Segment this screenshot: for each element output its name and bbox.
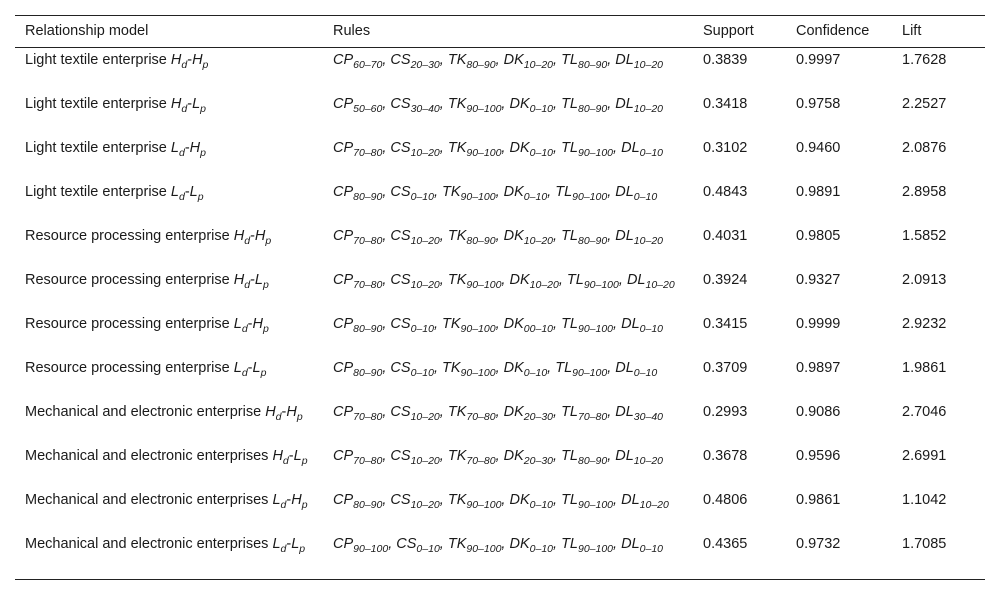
- confidence-cell: 0.9460: [796, 139, 841, 156]
- rule-term: $DL_{0-10}$: [615, 359, 658, 379]
- rule-term: $CP_{80-90}$: [333, 491, 383, 511]
- rule-term: $TK_{70-80}$: [447, 403, 496, 423]
- rules-cell: $CP_{70-80}$, $CS_{10-20}$, $TK_{70-80}$, $DK_{20-30}$, $TL_{70-80}$, $DL_{30-40}$: [333, 403, 663, 423]
- model-symbol: $H_d$: [265, 403, 282, 423]
- confidence-cell: 0.9732: [786, 532, 892, 580]
- table-row: [15, 92, 985, 136]
- rule-term: $CP_{90-100}$: [333, 535, 389, 555]
- rule-term: $DL_{0-10}$: [621, 139, 663, 159]
- confidence-cell: 0.9861: [796, 491, 841, 508]
- confidence-cell: 0.9805: [796, 227, 841, 244]
- model-symbol: $H_p$: [286, 403, 303, 423]
- relationship-model-cell: Light textile enterprise $H_d-H_p$: [25, 52, 209, 71]
- model-symbol: $H_d$: [233, 271, 251, 291]
- rule-term: $DL_{10-20}$: [615, 447, 663, 467]
- rule-term: $DK_{10-20}$: [503, 52, 553, 71]
- lift-cell: 2.0876: [902, 139, 947, 156]
- confidence-cell: 0.9327: [796, 271, 841, 288]
- support-cell: 0.3839: [703, 52, 748, 68]
- rule-term: $DL_{0-10}$: [615, 183, 658, 203]
- rule-term: $DK_{10-20}$: [509, 271, 559, 291]
- support-cell: 0.3709: [703, 359, 748, 376]
- model-symbol: $L_d$: [233, 315, 248, 335]
- model-prefix: Mechanical and electronic enterprises: [25, 491, 273, 508]
- rule-term: $CP_{80-90}$: [333, 315, 383, 335]
- rule-term: $DK_{10-20}$: [503, 227, 553, 247]
- header-relationship-model: Relationship model: [15, 16, 323, 48]
- rule-term: $TL_{90-100}$: [561, 315, 614, 335]
- confidence-cell: 0.9891: [796, 183, 841, 200]
- rule-term: $TK_{80-90}$: [447, 52, 496, 71]
- model-symbol: $H_p$: [189, 139, 206, 159]
- rule-term: $CP_{70-80}$: [333, 403, 383, 423]
- rule-term: $CS_{0-10}$: [390, 183, 434, 203]
- table-row: [15, 224, 985, 268]
- rules-cell: $CP_{70-80}$, $CS_{10-20}$, $TK_{70-80}$, $DK_{20-30}$, $TL_{80-90}$, $DL_{10-20}$: [333, 447, 663, 467]
- model-symbol: $L_d$: [272, 491, 287, 511]
- rule-term: $DL_{10-20}$: [615, 227, 663, 247]
- table-row: [15, 400, 985, 444]
- rules-cell: $CP_{70-80}$, $CS_{10-20}$, $TK_{90-100}$, $DK_{10-20}$, $TL_{90-100}$, $DL_{10-20}$: [333, 271, 675, 291]
- model-symbol: $H_d$: [170, 95, 188, 115]
- rule-term: $CP_{70-80}$: [333, 139, 383, 159]
- relationship-model-cell: Mechanical and electronic enterprises $L_d-H_p$: [25, 491, 308, 511]
- model-prefix: Resource processing enterprise: [25, 227, 234, 244]
- header-row: [15, 16, 985, 48]
- model-symbol: $L_p$: [252, 359, 267, 379]
- model-prefix: Mechanical and electronic enterprise: [25, 403, 266, 420]
- support-cell: 0.3102: [703, 139, 748, 156]
- rule-term: $CS_{0-10}$: [396, 535, 440, 555]
- rule-term: $DK_{20-30}$: [503, 403, 553, 423]
- model-symbol: $H_p$: [252, 315, 269, 335]
- rule-term: $TL_{80-90}$: [561, 52, 608, 71]
- support-cell: 0.4031: [703, 227, 748, 244]
- table-row: [15, 488, 985, 532]
- confidence-cell: 0.9596: [796, 447, 841, 464]
- header-support: Support: [693, 16, 786, 48]
- rule-term: $DK_{0-10}$: [509, 491, 553, 511]
- model-symbol: $L_d$: [170, 183, 185, 203]
- rule-term: $DK_{0-10}$: [509, 535, 553, 555]
- rule-term: $DK_{0-10}$: [503, 183, 548, 203]
- rule-term: $TL_{80-90}$: [561, 95, 608, 115]
- model-prefix: Resource processing enterprise: [25, 359, 234, 376]
- confidence-cell: 0.9997: [796, 52, 841, 68]
- model-symbol: $L_d$: [170, 139, 185, 159]
- rule-term: $DL_{10-20}$: [626, 271, 675, 291]
- rule-term: $DL_{30-40}$: [615, 403, 663, 423]
- rule-term: $TK_{70-80}$: [447, 447, 496, 467]
- model-symbol: $H_d$: [170, 52, 188, 71]
- lift-cell: 2.2527: [902, 95, 947, 112]
- rule-term: $TK_{90-100}$: [442, 183, 496, 203]
- rule-term: $DL_{10-20}$: [615, 95, 663, 115]
- model-symbol: $L_d$: [233, 359, 248, 379]
- model-symbol: $H_p$: [192, 52, 209, 71]
- model-prefix: Light textile enterprise: [25, 52, 171, 68]
- confidence-cell: 0.9999: [796, 315, 841, 332]
- header-lift: Lift: [892, 16, 985, 48]
- relationship-model-cell: Light textile enterprise $L_d-L_p$: [25, 183, 204, 203]
- support-cell: 0.2993: [703, 403, 748, 420]
- rule-term: $CS_{10-20}$: [390, 227, 440, 247]
- rule-term: $CS_{10-20}$: [390, 271, 440, 291]
- model-symbol: $L_p$: [189, 183, 204, 203]
- rule-term: $DL_{10-20}$: [621, 491, 669, 511]
- model-symbol: $L_p$: [254, 271, 269, 291]
- support-cell: 0.4806: [703, 491, 748, 508]
- rule-term: $CS_{10-20}$: [390, 447, 440, 467]
- rule-term: $TL_{80-90}$: [561, 227, 608, 247]
- rule-term: $TL_{80-90}$: [561, 447, 608, 467]
- rule-term: $TL_{90-100}$: [566, 271, 619, 291]
- confidence-cell: 0.9086: [796, 403, 841, 420]
- model-prefix: Light textile enterprise: [25, 95, 171, 112]
- rule-term: $CS_{10-20}$: [390, 491, 440, 511]
- lift-cell: 2.7046: [902, 403, 947, 420]
- rules-cell: $CP_{70-80}$, $CS_{10-20}$, $TK_{80-90}$, $DK_{10-20}$, $TL_{80-90}$, $DL_{10-20}$: [333, 227, 663, 247]
- rule-term: $DK_{0-10}$: [509, 95, 553, 115]
- rule-term: $CP_{70-80}$: [333, 447, 383, 467]
- rule-term: $TK_{90-100}$: [447, 271, 502, 291]
- rule-term: $CS_{10-20}$: [390, 403, 440, 423]
- rule-term: $CP_{70-80}$: [333, 227, 383, 247]
- model-symbol: $H_d$: [233, 227, 251, 247]
- rule-term: $DK_{0-10}$: [509, 139, 553, 159]
- rule-term: $TK_{90-100}$: [442, 359, 496, 379]
- lift-cell: 1.7085: [892, 532, 985, 580]
- rule-term: $CP_{70-80}$: [333, 271, 383, 291]
- relationship-model-cell: Light textile enterprise $L_d-H_p$: [25, 139, 206, 159]
- model-symbol: $L_d$: [272, 535, 287, 555]
- rules-cell: $CP_{80-90}$, $CS_{0-10}$, $TK_{90-100}$, $DK_{0-10}$, $TL_{90-100}$, $DL_{0-10}$: [333, 183, 658, 203]
- model-prefix: Light textile enterprise: [25, 139, 171, 156]
- relationship-model-cell: Mechanical and electronic enterprises $L_d-L_p$: [15, 532, 323, 580]
- rule-term: $CS_{0-10}$: [390, 359, 434, 379]
- relationship-model-cell: Mechanical and electronic enterprises $H_d-L_p$: [25, 447, 308, 467]
- rules-cell: $CP_{80-90}$, $CS_{10-20}$, $TK_{90-100}$, $DK_{0-10}$, $TL_{90-100}$, $DL_{10-20}$: [333, 491, 669, 511]
- table-row: [15, 180, 985, 224]
- rule-term: $CP_{50-60}$: [333, 95, 383, 115]
- rule-term: $CS_{20-30}$: [390, 52, 440, 71]
- table-row: [15, 532, 985, 580]
- confidence-cell: 0.9897: [796, 359, 841, 376]
- model-prefix: Light textile enterprise: [25, 183, 171, 200]
- relationship-model-cell: Resource processing enterprise $H_d-L_p$: [25, 271, 269, 291]
- rule-term: $TK_{90-100}$: [447, 491, 502, 511]
- lift-cell: 1.5852: [902, 227, 947, 244]
- rule-term: $TL_{90-100}$: [555, 359, 608, 379]
- relationship-model-cell: Resource processing enterprise $L_d-L_p$: [25, 359, 267, 379]
- rules-cell: $CP_{80-90}$, $CS_{0-10}$, $TK_{90-100}$, $DK_{0-10}$, $TL_{90-100}$, $DL_{0-10}$: [333, 359, 658, 379]
- support-cell: 0.3678: [703, 447, 748, 464]
- support-cell: 0.4365: [693, 532, 786, 580]
- support-cell: 0.4843: [703, 183, 748, 200]
- rule-term: $DK_{0-10}$: [503, 359, 548, 379]
- header-rules: Rules: [323, 16, 693, 48]
- rule-term: $TK_{90-100}$: [447, 535, 502, 555]
- rule-term: $CS_{0-10}$: [390, 315, 434, 335]
- rules-cell: $CP_{50-60}$, $CS_{30-40}$, $TK_{90-100}$, $DK_{0-10}$, $TL_{80-90}$, $DL_{10-20}$: [333, 95, 663, 115]
- support-cell: 0.3418: [703, 95, 748, 112]
- rule-term: $TL_{70-80}$: [561, 403, 608, 423]
- table-row: [15, 356, 985, 400]
- table-row: [15, 48, 985, 92]
- lift-cell: 2.6991: [902, 447, 947, 464]
- rule-term: $DL_{0-10}$: [621, 315, 663, 335]
- rule-term: $CP_{80-90}$: [333, 359, 383, 379]
- rule-term: $DK_{00-10}$: [503, 315, 553, 335]
- lift-cell: 1.9861: [902, 359, 947, 376]
- rule-term: $CS_{10-20}$: [390, 139, 440, 159]
- model-symbol: $L_p$: [291, 535, 306, 555]
- rule-term: $TK_{90-100}$: [442, 315, 496, 335]
- rule-term: $DL_{10-20}$: [615, 52, 663, 71]
- table-row: [15, 136, 985, 180]
- rule-term: $DL_{0-10}$: [621, 535, 663, 555]
- table-row: [15, 312, 985, 356]
- model-symbol: $L_p$: [192, 95, 206, 115]
- model-symbol: $H_d$: [272, 447, 289, 467]
- rule-term: $CS_{30-40}$: [390, 95, 440, 115]
- relationship-model-cell: Light textile enterprise $H_d-L_p$: [25, 95, 206, 115]
- rule-term: $CP_{60-70}$: [333, 52, 383, 71]
- model-prefix: Mechanical and electronic enterprises: [25, 447, 273, 464]
- table-row: [15, 268, 985, 312]
- model-prefix: Mechanical and electronic enterprises: [25, 535, 273, 552]
- support-cell: 0.3415: [703, 315, 748, 332]
- confidence-cell: 0.9758: [796, 95, 841, 112]
- lift-cell: 1.1042: [902, 491, 947, 508]
- rule-term: $TK_{90-100}$: [447, 95, 502, 115]
- rules-cell: $CP_{70-80}$, $CS_{10-20}$, $TK_{90-100}$, $DK_{0-10}$, $TL_{90-100}$, $DL_{0-10}$: [333, 139, 663, 159]
- rules-cell: $CP_{60-70}$, $CS_{20-30}$, $TK_{80-90}$, $DK_{10-20}$, $TL_{80-90}$, $DL_{10-20}$: [333, 52, 663, 71]
- rules-cell: $CP_{90-100}$, $CS_{0-10}$, $TK_{90-100}$, $DK_{0-10}$, $TL_{90-100}$, $DL_{0-10}$: [323, 532, 693, 580]
- lift-cell: 2.8958: [902, 183, 947, 200]
- support-cell: 0.3924: [703, 271, 748, 288]
- association-rules-table: [15, 15, 985, 580]
- rule-term: $TK_{80-90}$: [447, 227, 496, 247]
- lift-cell: 1.7628: [902, 52, 947, 68]
- rule-term: $TL_{90-100}$: [561, 139, 614, 159]
- relationship-model-cell: Mechanical and electronic enterprise $H_d-H_p$: [25, 403, 303, 423]
- rule-term: $DK_{20-30}$: [503, 447, 553, 467]
- lift-cell: 2.9232: [902, 315, 947, 332]
- relationship-model-cell: Resource processing enterprise $H_d-H_p$: [25, 227, 272, 247]
- rule-term: $CP_{80-90}$: [333, 183, 383, 203]
- model-symbol: $H_p$: [254, 227, 272, 247]
- model-prefix: Resource processing enterprise: [25, 271, 234, 288]
- model-prefix: Resource processing enterprise: [25, 315, 234, 332]
- rule-term: $TL_{90-100}$: [561, 491, 614, 511]
- header-confidence: Confidence: [786, 16, 892, 48]
- rules-cell: $CP_{80-90}$, $CS_{0-10}$, $TK_{90-100}$, $DK_{00-10}$, $TL_{90-100}$, $DL_{0-10}$: [333, 315, 663, 335]
- rule-term: $TK_{90-100}$: [447, 139, 502, 159]
- lift-cell: 2.0913: [902, 271, 947, 288]
- table-body: [15, 48, 985, 580]
- rule-term: $TL_{90-100}$: [561, 535, 614, 555]
- relationship-model-cell: Resource processing enterprise $L_d-H_p$: [25, 315, 269, 335]
- rule-term: $TL_{90-100}$: [555, 183, 608, 203]
- model-symbol: $H_p$: [291, 491, 308, 511]
- table-row: [15, 444, 985, 488]
- model-symbol: $L_p$: [293, 447, 308, 467]
